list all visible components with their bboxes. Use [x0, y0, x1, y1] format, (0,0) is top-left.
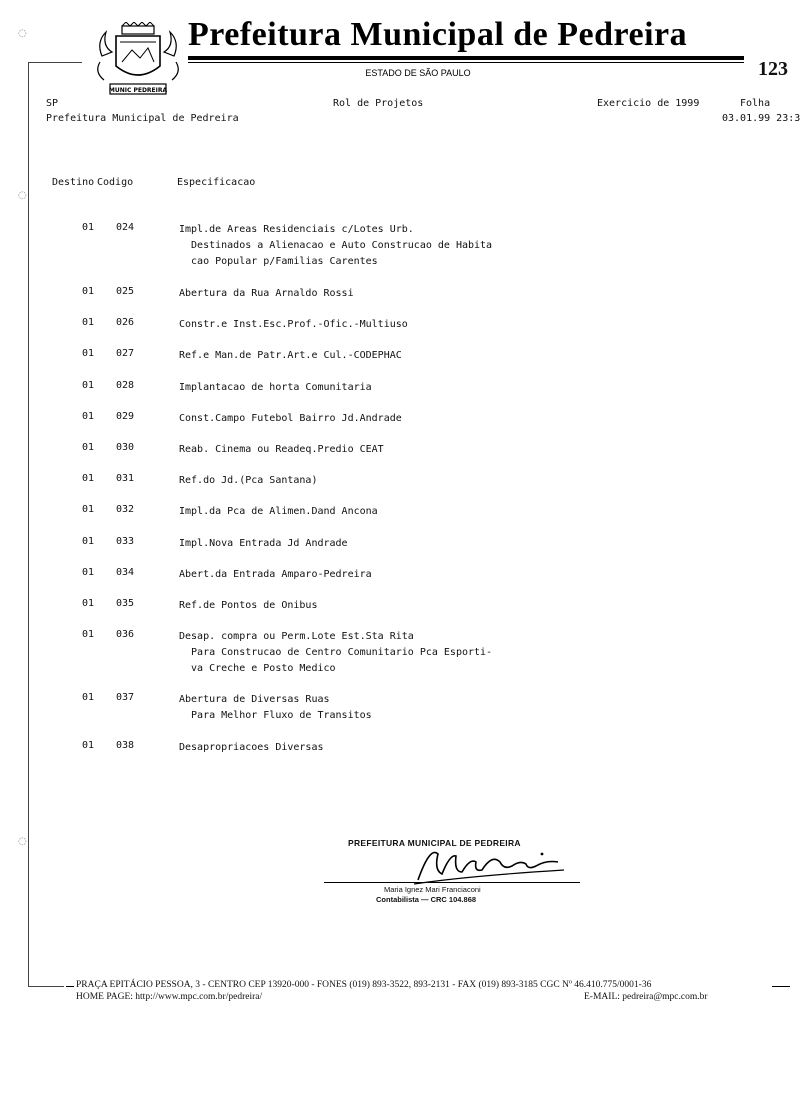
cell-especificacao: [179, 567, 372, 583]
cell-codigo: 026: [116, 317, 135, 328]
cell-destino: 01: [82, 442, 95, 453]
cell-codigo: 028: [116, 380, 135, 391]
spec-line: Impl.da Pca de Alimen.Dand Ancona: [179, 506, 378, 517]
spec-line: Desapropriacoes Diversas: [179, 742, 324, 753]
report-title: Rol de Projetos: [333, 98, 424, 109]
cell-destino: 01: [82, 567, 95, 578]
cell-especificacao: [179, 317, 408, 333]
cell-codigo: 036: [116, 629, 135, 640]
cell-especificacao: [179, 442, 384, 458]
left-border-top: [28, 62, 82, 63]
cell-especificacao: [179, 598, 317, 614]
state-subtitle: ESTADO DE SÃO PAULO: [365, 68, 471, 78]
report-datetime: 03.01.99 23:3: [722, 113, 800, 124]
left-border-bottom: [28, 986, 64, 987]
signatory-name: Maria Ignez Mari Franciaconi: [384, 885, 481, 894]
cell-destino: 01: [82, 504, 95, 515]
spec-line: Constr.e Inst.Esc.Prof.-Ofic.-Multiuso: [179, 319, 408, 330]
cell-especificacao: [179, 286, 354, 302]
crest-motto: MUNIC PEDREIRA: [108, 87, 168, 94]
spec-line: Ref.de Pontos de Onibus: [179, 600, 318, 611]
spec-line: Abertura da Rua Arnaldo Rossi: [179, 288, 354, 299]
column-header-codigo: Codigo: [97, 177, 134, 188]
spec-line: Destinados a Alienacao e Auto Construcao de Habita: [179, 240, 493, 251]
cell-codigo: 035: [116, 598, 135, 609]
punch-hole-mark: ◌: [18, 190, 27, 201]
spec-line: Abertura de Diversas Ruas: [179, 694, 330, 705]
page-number: 123: [758, 58, 788, 80]
spec-line: Desap. compra ou Perm.Lote Est.Sta Rita: [179, 631, 414, 642]
signature-line: [324, 882, 580, 883]
cell-codigo: 034: [116, 567, 135, 578]
cell-especificacao: [179, 740, 324, 756]
cell-especificacao: [179, 536, 348, 552]
cell-codigo: 038: [116, 740, 135, 751]
spec-line: Impl.de Areas Residenciais c/Lotes Urb.: [179, 224, 414, 235]
spec-line: Implantacao de horta Comunitaria: [179, 382, 372, 393]
cell-codigo: 029: [116, 411, 135, 422]
cell-destino: 01: [82, 598, 95, 609]
cell-especificacao: [179, 473, 317, 489]
cell-destino: 01: [82, 629, 95, 640]
cell-destino: 01: [82, 411, 95, 422]
left-border: [28, 62, 29, 986]
cell-codigo: 030: [116, 442, 135, 453]
cell-especificacao: [179, 348, 402, 364]
spec-line: Impl.Nova Entrada Jd Andrade: [179, 538, 348, 549]
cell-codigo: 033: [116, 536, 135, 547]
cell-destino: 01: [82, 380, 95, 391]
cell-codigo: 027: [116, 348, 135, 359]
signatory-role: Contabilista — CRC 104.868: [376, 895, 477, 904]
column-header-destino: Destino: [52, 177, 95, 188]
cell-codigo: 024: [116, 222, 135, 233]
spec-line: va Creche e Posto Medico: [179, 663, 336, 674]
spec-line: Para Construcao de Centro Comunitario Pca Esporti-: [179, 647, 493, 658]
column-header-especificacao: Especificacao: [177, 177, 256, 188]
cell-destino: 01: [82, 317, 95, 328]
signature-heading: PREFEITURA MUNICIPAL DE PEDREIRA: [348, 838, 521, 848]
spec-line: Reab. Cinema ou Readeq.Predio CEAT: [179, 444, 384, 455]
handwritten-signature: [408, 840, 568, 888]
cell-codigo: 031: [116, 473, 135, 484]
cell-codigo: 025: [116, 286, 135, 297]
cell-destino: 01: [82, 473, 95, 484]
signature-block: [320, 830, 580, 910]
spec-line: cao Popular p/Familias Carentes: [179, 256, 378, 267]
report-entity: Prefeitura Municipal de Pedreira: [46, 113, 239, 124]
spec-line: Ref.do Jd.(Pca Santana): [179, 475, 318, 486]
cell-destino: 01: [82, 286, 95, 297]
cell-especificacao: [179, 222, 492, 270]
report-exercise: Exercicio de 1999: [597, 98, 700, 109]
letterhead-title: Prefeitura Municipal de Pedreira: [188, 16, 688, 53]
footer-homepage: HOME PAGE: http://www.mpc.com.br/pedreira/: [76, 992, 263, 1002]
report-sheet-label: Folha: [740, 98, 771, 109]
cell-especificacao: [179, 504, 378, 520]
cell-especificacao: [179, 629, 492, 677]
footer-address: PRAÇA EPITÁCIO PESSOA, 3 - CENTRO CEP 13920-000 - FONES (019) 893-3522, 893-2131 - FAX (019) 893-3185 CGC Nº 46.410.775/0001-36: [76, 980, 652, 990]
cell-destino: 01: [82, 536, 95, 547]
cell-codigo: 032: [116, 504, 135, 515]
spec-line: Ref.e Man.de Patr.Art.e Cul.-CODEPHAC: [179, 350, 402, 361]
footer-rule-right: [772, 986, 790, 987]
cell-codigo: 037: [116, 692, 135, 703]
spec-line: Abert.da Entrada Amparo-Pedreira: [179, 569, 372, 580]
cell-destino: 01: [82, 348, 95, 359]
cell-especificacao: [179, 380, 372, 396]
punch-hole-mark: ◌: [18, 836, 27, 847]
punch-hole-mark: ◌: [18, 28, 27, 39]
footer-rule-left: [66, 986, 74, 987]
cell-especificacao: [179, 692, 372, 724]
cell-especificacao: [179, 411, 402, 427]
footer-email: E-MAIL: pedreira@mpc.com.br: [584, 992, 708, 1002]
spec-line: Para Melhor Fluxo de Transitos: [179, 710, 372, 721]
title-rule-thick: [188, 56, 744, 60]
municipal-crest-logo: [92, 22, 184, 96]
cell-destino: 01: [82, 222, 95, 233]
cell-destino: 01: [82, 740, 95, 751]
cell-destino: 01: [82, 692, 95, 703]
report-code: SP: [46, 98, 59, 109]
title-rule-thin: [188, 62, 744, 63]
spec-line: Const.Campo Futebol Bairro Jd.Andrade: [179, 413, 402, 424]
